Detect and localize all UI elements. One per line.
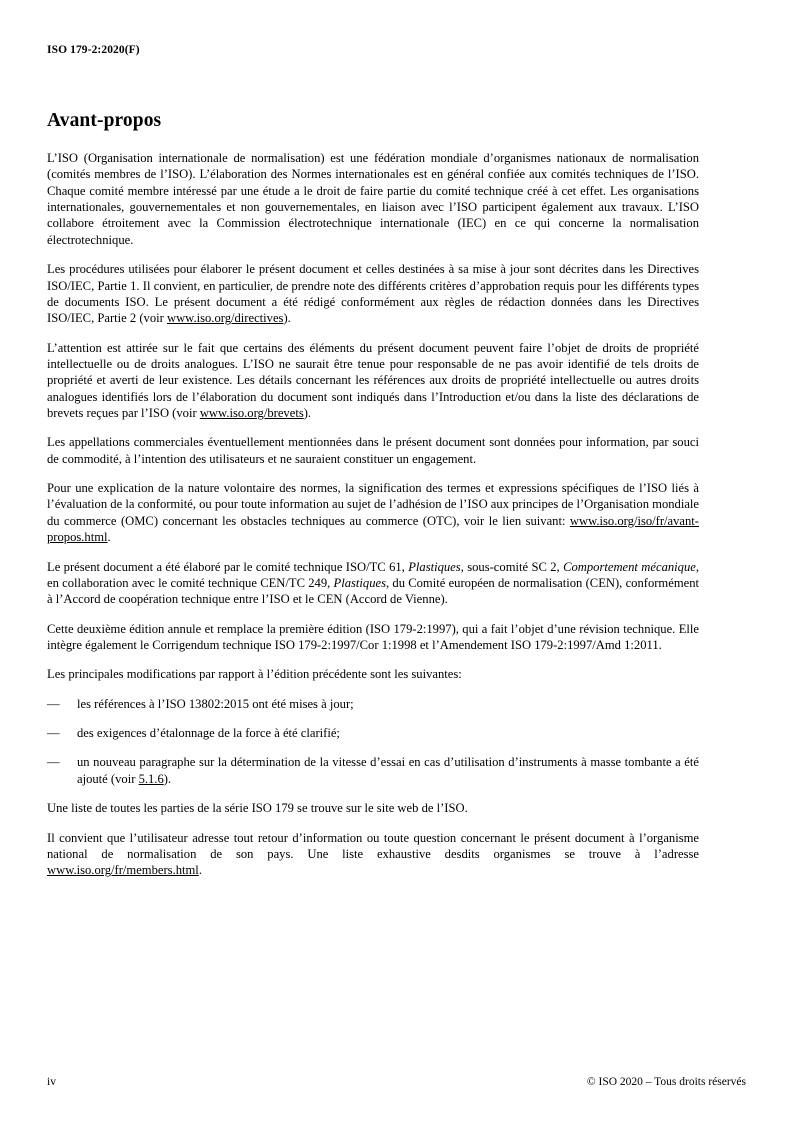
list-item-text: les références à l’ISO 13802:2015 ont été mises à jour; [77,696,354,711]
section-title: Avant-propos [47,110,162,131]
document-reference: ISO 179-2:2020(F) [47,44,140,56]
paragraph-2 [47,261,699,326]
paragraph-8: Les principales modifications par rapport à l’édition précédente sont les suivantes: [47,667,462,682]
list-dash: — [47,726,60,741]
paragraph-6-text-c: , en collaboration avec le comité technique CEN/TC 249, [47,559,700,590]
list-dash: — [47,755,60,770]
paragraph-6 [47,559,699,608]
paragraph-6-text-b: , sous-comité SC 2, [460,559,564,574]
paragraph-1: L’ISO (Organisation internationale de normalisation) est une fédération mondiale d’organismes nationaux de normalisation (comités membres de l’ISO). L’élaboration des Normes internationales est en général confiée aux comités techniques de l’ISO. Chaque comité membre intéressé par une étude a le droit de faire partie du comité technique créé à cet effet. Les organisations internationales, gouvernementales et non gouvernementales, en liaison avec l’ISO participent également aux travaux. L’ISO collabore étroitement avec la Commission électrotechnique internationale (IEC) en ce qui concerne la normalisation électrotechnique. [47,151,699,247]
paragraph-5 [47,480,699,545]
list-item [47,696,699,712]
list-item-text-b: ). [163,771,172,786]
paragraph-9: Une liste de toutes les parties de la série ISO 179 se trouve sur le site web de l’ISO. [47,801,468,816]
page-footer [47,1076,746,1092]
link-iso-members[interactable]: www.iso.org/fr/members.html [47,863,199,878]
link-iso-avant-propos[interactable]: www.iso.org/iso/fr/avant-propos.html [47,513,699,545]
paragraph-10 [47,830,699,879]
paragraph-5-text-a: Pour une explication de la nature volontaire des normes, la signification des termes et expressions spécifiques de l’ISO liés à l’évaluation de la conformité, ou pour toute information au sujet de l’adhésion de l’ISO aux principes de l’Organisation mondiale du commerce (OMC) concernant les obstacles techniques au commerce (OTC), voir le lien suivant: [47,481,700,528]
modifications-list [47,696,699,787]
paragraph-10-text-b: . [198,863,202,878]
list-item [47,725,699,741]
link-iso-brevets[interactable]: www.iso.org/brevets [199,406,304,421]
paragraph-2-text-b: ). [283,311,291,326]
list-dash: — [47,696,60,711]
paragraph-6-italic-3: Plastiques [333,575,386,590]
link-iso-directives[interactable]: www.iso.org/directives [166,311,284,326]
page-content [47,44,699,879]
paragraph-7: Cette deuxième édition annule et remplace la première édition (ISO 179-2:1997), qui a fait l’objet d’une révision technique. Elle intègre également le Corrigendum technique ISO 179-2:1997/Cor 1:1998 et l’Amendement ISO 179-2:1997/Amd 1:2011. [47,621,699,652]
paragraph-6-italic-1: Plastiques [408,559,461,574]
paragraph-3 [47,340,699,422]
link-clause-5-1-6[interactable]: 5.1.6 [138,771,164,786]
paragraph-6-text-a: Le présent document a été élaboré par le comité technique ISO/TC 61, [47,559,409,574]
paragraph-5-text-b: . [107,530,111,545]
list-item [47,754,699,787]
paragraph-3-text-a: L’attention est attirée sur le fait que certains des éléments du présent document peuvent faire l’objet de droits de propriété intellectuelle ou de droits analogues. L’ISO ne saurait être tenue pour responsable de ne pas avoir identifié de tels droits de propriété et averti de leur existence. Les détails concernant les références aux droits de propriété intellectuelle ou autres droits analogues identifiés lors de l’élaboration du document sont indiqués dans l’Introduction et/ou dans la liste des déclarations de brevets reçues par l’ISO (voir [47,340,699,421]
paragraph-6-text-d: , du Comité européen de normalisation (CEN), conformément à l’Accord de coopération technique entre l’ISO et le CEN (Accord de Vienne). [47,575,700,607]
list-item-text-a: un nouveau paragraphe sur la détermination de la vitesse d’essai en cas d’utilisation d’instruments à masse tombante a été ajouté (voir [77,755,699,786]
list-item-text: des exigences d’étalonnage de la force à été clarifié; [77,726,340,741]
copyright-notice: © ISO 2020 – Tous droits réservés [586,1076,746,1088]
paragraph-10-text-a: Il convient que l’utilisateur adresse tout retour d’information ou toute question concernant le présent document à l’organisme national de normalisation de son pays. Une liste exhaustive desdits organismes se trouve à l’adresse [47,830,699,861]
paragraph-4: Les appellations commerciales éventuellement mentionnées dans le présent document sont données pour information, par souci de commodité, à l’intention des utilisateurs et ne sauraient constituer un engagement. [47,435,699,466]
paragraph-6-italic-2: Comportement mécanique [563,559,696,574]
paragraph-2-text-a: Les procédures utilisées pour élaborer le présent document et celles destinées à sa mise à jour sont décrites dans les Directives ISO/IEC, Partie 1. Il convient, en particulier, de prendre note des différents critères d’approbation requis pour les différents types de documents ISO. Le présent document a été rédigé conformément aux règles de rédaction données dans les Directives ISO/IEC, Partie 2 (voir [47,262,699,326]
paragraph-3-text-b: ). [303,406,312,421]
page-number: iv [47,1076,56,1088]
